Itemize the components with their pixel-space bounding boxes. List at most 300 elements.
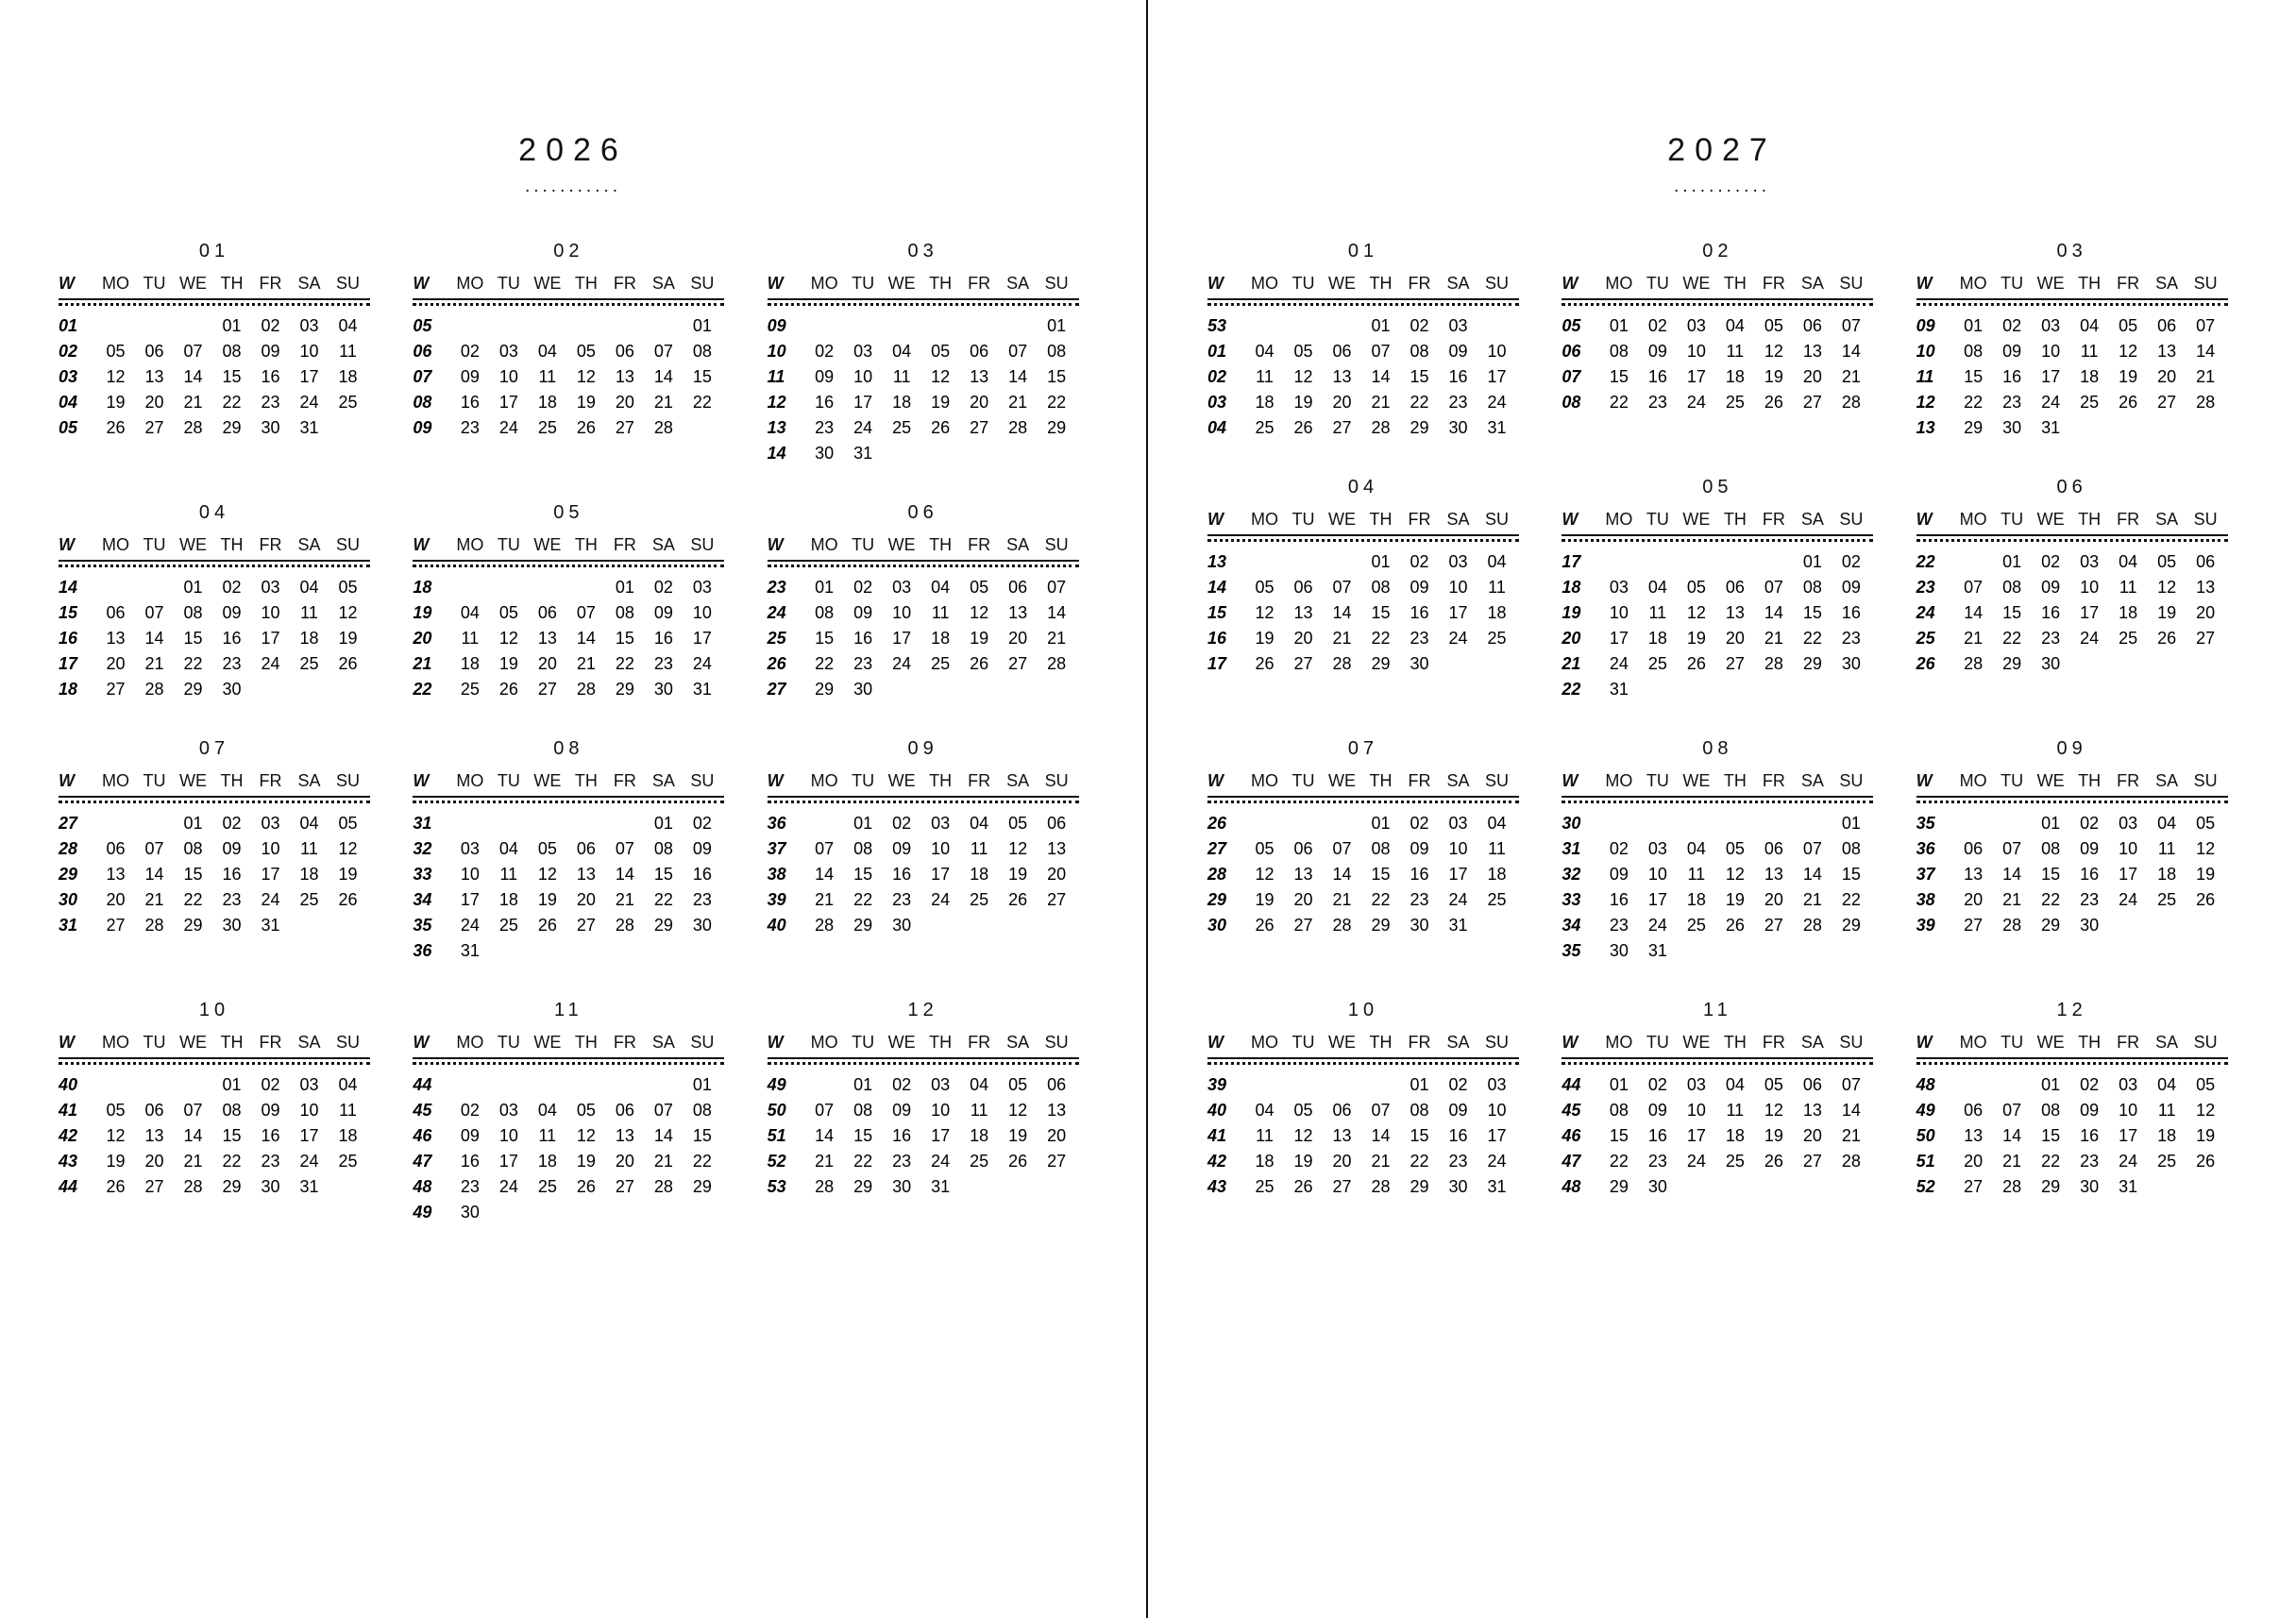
day-cell[interactable]: 31 <box>931 1177 951 1196</box>
day-cell[interactable]: 06 <box>144 342 164 361</box>
day-cell[interactable]: 07 <box>144 603 164 622</box>
day-cell[interactable]: 10 <box>498 367 518 386</box>
day-cell[interactable]: 17 <box>1647 890 1667 909</box>
day-cell[interactable]: 16 <box>1647 1126 1667 1145</box>
day-cell[interactable]: 04 <box>460 603 480 622</box>
day-cell[interactable]: 20 <box>1802 1126 1822 1145</box>
day-cell[interactable]: 30 <box>1841 654 1861 673</box>
day-cell[interactable]: 27 <box>2157 393 2177 412</box>
day-cell[interactable]: 30 <box>1647 1177 1667 1196</box>
day-cell[interactable]: 08 <box>815 603 835 622</box>
day-cell[interactable]: 09 <box>815 367 835 386</box>
day-cell[interactable]: 24 <box>299 393 319 412</box>
day-cell[interactable]: 25 <box>970 1152 989 1171</box>
day-cell[interactable]: 10 <box>1487 1101 1507 1120</box>
day-cell[interactable]: 17 <box>692 629 712 648</box>
day-cell[interactable]: 15 <box>615 629 634 648</box>
day-cell[interactable]: 21 <box>1332 629 1352 648</box>
day-cell[interactable]: 26 <box>2196 1152 2216 1171</box>
day-cell[interactable]: 10 <box>892 603 912 622</box>
day-cell[interactable]: 17 <box>2080 603 2100 622</box>
day-cell[interactable]: 08 <box>222 1101 242 1120</box>
day-cell[interactable]: 28 <box>653 418 673 437</box>
day-cell[interactable]: 07 <box>1841 316 1861 335</box>
day-cell[interactable]: 26 <box>1725 916 1745 935</box>
day-cell[interactable]: 23 <box>2080 890 2100 909</box>
day-cell[interactable]: 18 <box>1725 1126 1745 1145</box>
day-cell[interactable]: 28 <box>815 1177 835 1196</box>
day-cell[interactable]: 03 <box>1609 578 1629 597</box>
day-cell[interactable]: 25 <box>338 393 358 412</box>
day-cell[interactable]: 21 <box>615 890 634 909</box>
day-cell[interactable]: 24 <box>931 1152 951 1171</box>
day-cell[interactable]: 14 <box>1371 367 1391 386</box>
day-cell[interactable]: 04 <box>1725 1075 1745 1094</box>
day-cell[interactable]: 10 <box>2119 839 2138 858</box>
day-cell[interactable]: 23 <box>1841 629 1861 648</box>
day-cell[interactable]: 16 <box>2002 367 2022 386</box>
day-cell[interactable]: 16 <box>1410 865 1429 884</box>
day-cell[interactable]: 23 <box>222 654 242 673</box>
day-cell[interactable]: 18 <box>2080 367 2100 386</box>
day-cell[interactable]: 22 <box>222 393 242 412</box>
day-cell[interactable]: 16 <box>1841 603 1861 622</box>
day-cell[interactable]: 06 <box>106 603 126 622</box>
day-cell[interactable]: 30 <box>1609 941 1629 960</box>
day-cell[interactable]: 12 <box>1764 342 1783 361</box>
day-cell[interactable]: 27 <box>537 680 557 699</box>
day-cell[interactable]: 05 <box>1293 342 1313 361</box>
day-cell[interactable]: 05 <box>498 603 518 622</box>
day-cell[interactable]: 22 <box>615 654 634 673</box>
day-cell[interactable]: 31 <box>2119 1177 2138 1196</box>
day-cell[interactable]: 21 <box>1964 629 1984 648</box>
day-cell[interactable]: 11 <box>1256 1126 1274 1145</box>
day-cell[interactable]: 21 <box>1008 393 1028 412</box>
day-cell[interactable]: 15 <box>1609 367 1629 386</box>
day-cell[interactable]: 18 <box>1686 890 1706 909</box>
day-cell[interactable]: 17 <box>2119 1126 2138 1145</box>
day-cell[interactable]: 19 <box>1293 393 1313 412</box>
day-cell[interactable]: 22 <box>1371 629 1391 648</box>
day-cell[interactable]: 19 <box>1293 1152 1313 1171</box>
day-cell[interactable]: 10 <box>2119 1101 2138 1120</box>
day-cell[interactable]: 09 <box>853 603 873 622</box>
day-cell[interactable]: 23 <box>261 393 280 412</box>
day-cell[interactable]: 23 <box>2002 393 2022 412</box>
day-cell[interactable]: 12 <box>106 367 126 386</box>
day-cell[interactable]: 02 <box>460 342 480 361</box>
day-cell[interactable]: 28 <box>1764 654 1783 673</box>
day-cell[interactable]: 17 <box>1487 367 1507 386</box>
day-cell[interactable]: 23 <box>892 1152 912 1171</box>
day-cell[interactable]: 04 <box>1487 814 1507 833</box>
day-cell[interactable]: 10 <box>692 603 712 622</box>
day-cell[interactable]: 15 <box>1371 865 1391 884</box>
day-cell[interactable]: 18 <box>2157 865 2177 884</box>
day-cell[interactable]: 27 <box>1332 1177 1352 1196</box>
day-cell[interactable]: 29 <box>2041 1177 2061 1196</box>
day-cell[interactable]: 07 <box>615 839 634 858</box>
day-cell[interactable]: 27 <box>1725 654 1745 673</box>
day-cell[interactable]: 02 <box>261 1075 280 1094</box>
day-cell[interactable]: 21 <box>183 1152 203 1171</box>
day-cell[interactable]: 03 <box>261 578 280 597</box>
day-cell[interactable]: 20 <box>1332 1152 1352 1171</box>
day-cell[interactable]: 16 <box>1647 367 1667 386</box>
day-cell[interactable]: 01 <box>1410 1075 1429 1094</box>
day-cell[interactable]: 06 <box>2196 552 2216 571</box>
day-cell[interactable]: 29 <box>1410 418 1429 437</box>
day-cell[interactable]: 06 <box>1964 839 1984 858</box>
day-cell[interactable]: 02 <box>460 1101 480 1120</box>
day-cell[interactable]: 09 <box>653 603 673 622</box>
day-cell[interactable]: 24 <box>2119 1152 2138 1171</box>
day-cell[interactable]: 15 <box>1047 367 1067 386</box>
day-cell[interactable]: 02 <box>892 814 912 833</box>
day-cell[interactable]: 22 <box>1964 393 1984 412</box>
day-cell[interactable]: 25 <box>931 654 951 673</box>
day-cell[interactable]: 14 <box>2002 1126 2022 1145</box>
day-cell[interactable]: 04 <box>1255 1101 1275 1120</box>
day-cell[interactable]: 02 <box>1410 316 1429 335</box>
day-cell[interactable]: 09 <box>1410 839 1429 858</box>
day-cell[interactable]: 28 <box>653 1177 673 1196</box>
day-cell[interactable]: 21 <box>1332 890 1352 909</box>
day-cell[interactable]: 11 <box>1488 578 1506 597</box>
day-cell[interactable]: 11 <box>2157 839 2176 858</box>
day-cell[interactable]: 19 <box>1008 865 1028 884</box>
day-cell[interactable]: 25 <box>1725 393 1745 412</box>
day-cell[interactable]: 15 <box>692 1126 712 1145</box>
day-cell[interactable]: 14 <box>1047 603 1067 622</box>
day-cell[interactable]: 28 <box>576 680 596 699</box>
day-cell[interactable]: 05 <box>1255 839 1275 858</box>
day-cell[interactable]: 29 <box>692 1177 712 1196</box>
day-cell[interactable]: 10 <box>1647 865 1667 884</box>
day-cell[interactable]: 12 <box>970 603 989 622</box>
day-cell[interactable]: 12 <box>537 865 557 884</box>
day-cell[interactable]: 06 <box>1964 1101 1984 1120</box>
day-cell[interactable]: 18 <box>931 629 951 648</box>
day-cell[interactable]: 10 <box>2080 578 2100 597</box>
day-cell[interactable]: 01 <box>692 1075 712 1094</box>
day-cell[interactable]: 06 <box>1332 1101 1352 1120</box>
day-cell[interactable]: 26 <box>576 1177 596 1196</box>
day-cell[interactable]: 29 <box>1802 654 1822 673</box>
day-cell[interactable]: 08 <box>1371 839 1391 858</box>
day-cell[interactable]: 18 <box>537 393 557 412</box>
day-cell[interactable]: 21 <box>1764 629 1783 648</box>
day-cell[interactable]: 20 <box>1008 629 1028 648</box>
day-cell[interactable]: 23 <box>1647 393 1667 412</box>
day-cell[interactable]: 06 <box>1293 839 1313 858</box>
day-cell[interactable]: 17 <box>460 890 480 909</box>
day-cell[interactable]: 11 <box>339 1101 357 1120</box>
day-cell[interactable]: 03 <box>2080 552 2100 571</box>
day-cell[interactable]: 08 <box>653 839 673 858</box>
day-cell[interactable]: 29 <box>183 916 203 935</box>
day-cell[interactable]: 12 <box>931 367 951 386</box>
day-cell[interactable]: 29 <box>815 680 835 699</box>
day-cell[interactable]: 27 <box>1764 916 1783 935</box>
day-cell[interactable]: 31 <box>1448 916 1468 935</box>
day-cell[interactable]: 25 <box>2080 393 2100 412</box>
day-cell[interactable]: 24 <box>299 1152 319 1171</box>
day-cell[interactable]: 14 <box>183 367 203 386</box>
day-cell[interactable]: 13 <box>1764 865 1783 884</box>
day-cell[interactable]: 03 <box>931 1075 951 1094</box>
day-cell[interactable]: 13 <box>1047 839 1067 858</box>
day-cell[interactable]: 08 <box>1802 578 1822 597</box>
day-cell[interactable]: 18 <box>1487 603 1507 622</box>
day-cell[interactable]: 07 <box>1332 839 1352 858</box>
day-cell[interactable]: 21 <box>653 1152 673 1171</box>
day-cell[interactable]: 19 <box>498 654 518 673</box>
day-cell[interactable]: 14 <box>1764 603 1783 622</box>
day-cell[interactable]: 18 <box>498 890 518 909</box>
day-cell[interactable]: 16 <box>1448 367 1468 386</box>
day-cell[interactable]: 02 <box>1647 1075 1667 1094</box>
day-cell[interactable]: 10 <box>299 342 319 361</box>
day-cell[interactable]: 09 <box>2080 839 2100 858</box>
day-cell[interactable]: 06 <box>144 1101 164 1120</box>
day-cell[interactable]: 18 <box>299 865 319 884</box>
day-cell[interactable]: 17 <box>1609 629 1629 648</box>
day-cell[interactable]: 19 <box>2119 367 2138 386</box>
day-cell[interactable]: 30 <box>1448 1177 1468 1196</box>
day-cell[interactable]: 03 <box>1448 814 1468 833</box>
day-cell[interactable]: 16 <box>2041 603 2061 622</box>
day-cell[interactable]: 26 <box>1008 890 1028 909</box>
day-cell[interactable]: 26 <box>931 418 951 437</box>
day-cell[interactable]: 15 <box>853 1126 873 1145</box>
day-cell[interactable]: 09 <box>692 839 712 858</box>
day-cell[interactable]: 07 <box>815 839 835 858</box>
day-cell[interactable]: 01 <box>1371 316 1391 335</box>
day-cell[interactable]: 08 <box>2041 839 2061 858</box>
day-cell[interactable]: 25 <box>299 654 319 673</box>
day-cell[interactable]: 07 <box>144 839 164 858</box>
day-cell[interactable]: 05 <box>970 578 989 597</box>
day-cell[interactable]: 06 <box>1764 839 1783 858</box>
day-cell[interactable]: 01 <box>1609 1075 1629 1094</box>
day-cell[interactable]: 03 <box>498 1101 518 1120</box>
day-cell[interactable]: 20 <box>106 654 126 673</box>
day-cell[interactable]: 17 <box>1487 1126 1507 1145</box>
day-cell[interactable]: 24 <box>2041 393 2061 412</box>
day-cell[interactable]: 19 <box>338 865 358 884</box>
day-cell[interactable]: 02 <box>2002 316 2022 335</box>
day-cell[interactable]: 04 <box>537 1101 557 1120</box>
day-cell[interactable]: 08 <box>692 1101 712 1120</box>
day-cell[interactable]: 13 <box>1964 865 1984 884</box>
day-cell[interactable]: 23 <box>2041 629 2061 648</box>
day-cell[interactable]: 02 <box>2080 1075 2100 1094</box>
day-cell[interactable]: 11 <box>339 342 357 361</box>
day-cell[interactable]: 05 <box>106 342 126 361</box>
day-cell[interactable]: 24 <box>498 418 518 437</box>
day-cell[interactable]: 25 <box>2157 1152 2177 1171</box>
day-cell[interactable]: 18 <box>1725 367 1745 386</box>
day-cell[interactable]: 28 <box>1332 916 1352 935</box>
day-cell[interactable]: 28 <box>2002 1177 2022 1196</box>
day-cell[interactable]: 03 <box>1686 1075 1706 1094</box>
day-cell[interactable]: 15 <box>1802 603 1822 622</box>
day-cell[interactable]: 16 <box>460 1152 480 1171</box>
day-cell[interactable]: 13 <box>615 1126 634 1145</box>
day-cell[interactable]: 26 <box>970 654 989 673</box>
day-cell[interactable]: 10 <box>1686 342 1706 361</box>
day-cell[interactable]: 10 <box>853 367 873 386</box>
day-cell[interactable]: 04 <box>931 578 951 597</box>
day-cell[interactable]: 27 <box>1293 916 1313 935</box>
day-cell[interactable]: 20 <box>1332 393 1352 412</box>
day-cell[interactable]: 18 <box>338 367 358 386</box>
day-cell[interactable]: 22 <box>1841 890 1861 909</box>
day-cell[interactable]: 12 <box>2157 578 2177 597</box>
day-cell[interactable]: 29 <box>1609 1177 1629 1196</box>
day-cell[interactable]: 22 <box>815 654 835 673</box>
day-cell[interactable]: 06 <box>2157 316 2177 335</box>
day-cell[interactable]: 02 <box>1609 839 1629 858</box>
day-cell[interactable]: 16 <box>892 865 912 884</box>
day-cell[interactable]: 06 <box>1802 1075 1822 1094</box>
day-cell[interactable]: 21 <box>183 393 203 412</box>
day-cell[interactable]: 03 <box>853 342 873 361</box>
day-cell[interactable]: 14 <box>1008 367 1028 386</box>
day-cell[interactable]: 16 <box>1609 890 1629 909</box>
day-cell[interactable]: 20 <box>615 1152 634 1171</box>
day-cell[interactable]: 03 <box>892 578 912 597</box>
day-cell[interactable]: 04 <box>338 316 358 335</box>
day-cell[interactable]: 01 <box>1964 316 1984 335</box>
day-cell[interactable]: 29 <box>853 916 873 935</box>
day-cell[interactable]: 07 <box>653 1101 673 1120</box>
day-cell[interactable]: 29 <box>2041 916 2061 935</box>
day-cell[interactable]: 05 <box>576 1101 596 1120</box>
day-cell[interactable]: 20 <box>2157 367 2177 386</box>
day-cell[interactable]: 01 <box>2041 1075 2061 1094</box>
day-cell[interactable]: 29 <box>1964 418 1984 437</box>
day-cell[interactable]: 03 <box>261 814 280 833</box>
day-cell[interactable]: 09 <box>460 367 480 386</box>
day-cell[interactable]: 20 <box>970 393 989 412</box>
day-cell[interactable]: 16 <box>460 393 480 412</box>
day-cell[interactable]: 27 <box>106 680 126 699</box>
day-cell[interactable]: 27 <box>615 1177 634 1196</box>
day-cell[interactable]: 15 <box>653 865 673 884</box>
day-cell[interactable]: 13 <box>615 367 634 386</box>
day-cell[interactable]: 01 <box>653 814 673 833</box>
day-cell[interactable]: 23 <box>1609 916 1629 935</box>
day-cell[interactable]: 22 <box>692 393 712 412</box>
day-cell[interactable]: 08 <box>183 839 203 858</box>
day-cell[interactable]: 22 <box>1410 1152 1429 1171</box>
day-cell[interactable]: 02 <box>222 578 242 597</box>
day-cell[interactable]: 17 <box>299 1126 319 1145</box>
day-cell[interactable]: 15 <box>222 1126 242 1145</box>
day-cell[interactable]: 24 <box>692 654 712 673</box>
day-cell[interactable]: 15 <box>2041 865 2061 884</box>
day-cell[interactable]: 11 <box>970 839 988 858</box>
day-cell[interactable]: 31 <box>460 941 480 960</box>
day-cell[interactable]: 19 <box>1725 890 1745 909</box>
day-cell[interactable]: 02 <box>1410 552 1429 571</box>
day-cell[interactable]: 01 <box>853 814 873 833</box>
day-cell[interactable]: 16 <box>853 629 873 648</box>
day-cell[interactable]: 04 <box>2119 552 2138 571</box>
day-cell[interactable]: 20 <box>1293 890 1313 909</box>
day-cell[interactable]: 24 <box>460 916 480 935</box>
day-cell[interactable]: 11 <box>2080 342 2099 361</box>
day-cell[interactable]: 21 <box>1371 393 1391 412</box>
day-cell[interactable]: 18 <box>1487 865 1507 884</box>
day-cell[interactable]: 08 <box>1410 1101 1429 1120</box>
day-cell[interactable]: 29 <box>653 916 673 935</box>
day-cell[interactable]: 12 <box>576 1126 596 1145</box>
day-cell[interactable]: 30 <box>853 680 873 699</box>
day-cell[interactable]: 07 <box>1371 342 1391 361</box>
day-cell[interactable]: 19 <box>1764 1126 1783 1145</box>
day-cell[interactable]: 20 <box>1725 629 1745 648</box>
day-cell[interactable]: 07 <box>1371 1101 1391 1120</box>
day-cell[interactable]: 11 <box>931 603 950 622</box>
day-cell[interactable]: 06 <box>615 342 634 361</box>
day-cell[interactable]: 14 <box>653 367 673 386</box>
day-cell[interactable]: 12 <box>1008 1101 1028 1120</box>
day-cell[interactable]: 26 <box>537 916 557 935</box>
day-cell[interactable]: 07 <box>183 1101 203 1120</box>
day-cell[interactable]: 24 <box>1487 1152 1507 1171</box>
day-cell[interactable]: 04 <box>1487 552 1507 571</box>
day-cell[interactable]: 04 <box>1255 342 1275 361</box>
day-cell[interactable]: 26 <box>1255 916 1275 935</box>
day-cell[interactable]: 17 <box>261 865 280 884</box>
day-cell[interactable]: 13 <box>1802 1101 1822 1120</box>
day-cell[interactable]: 26 <box>106 1177 126 1196</box>
day-cell[interactable]: 21 <box>2002 890 2022 909</box>
day-cell[interactable]: 03 <box>2119 1075 2138 1094</box>
day-cell[interactable]: 08 <box>1841 839 1861 858</box>
day-cell[interactable]: 26 <box>338 654 358 673</box>
day-cell[interactable]: 17 <box>2041 367 2061 386</box>
day-cell[interactable]: 04 <box>1647 578 1667 597</box>
day-cell[interactable]: 08 <box>1410 342 1429 361</box>
day-cell[interactable]: 04 <box>299 814 319 833</box>
day-cell[interactable]: 02 <box>1448 1075 1468 1094</box>
day-cell[interactable]: 26 <box>576 418 596 437</box>
day-cell[interactable]: 06 <box>1293 578 1313 597</box>
day-cell[interactable]: 31 <box>692 680 712 699</box>
day-cell[interactable]: 10 <box>261 839 280 858</box>
day-cell[interactable]: 30 <box>2080 916 2100 935</box>
day-cell[interactable]: 31 <box>1487 418 1507 437</box>
day-cell[interactable]: 07 <box>1008 342 1028 361</box>
day-cell[interactable]: 24 <box>2119 890 2138 909</box>
day-cell[interactable]: 01 <box>692 316 712 335</box>
day-cell[interactable]: 12 <box>338 839 358 858</box>
day-cell[interactable]: 26 <box>1686 654 1706 673</box>
day-cell[interactable]: 16 <box>692 865 712 884</box>
day-cell[interactable]: 20 <box>1802 367 1822 386</box>
day-cell[interactable]: 23 <box>1448 393 1468 412</box>
day-cell[interactable]: 01 <box>1047 316 1067 335</box>
day-cell[interactable]: 20 <box>537 654 557 673</box>
day-cell[interactable]: 22 <box>853 890 873 909</box>
day-cell[interactable]: 15 <box>1841 865 1861 884</box>
day-cell[interactable]: 22 <box>1047 393 1067 412</box>
